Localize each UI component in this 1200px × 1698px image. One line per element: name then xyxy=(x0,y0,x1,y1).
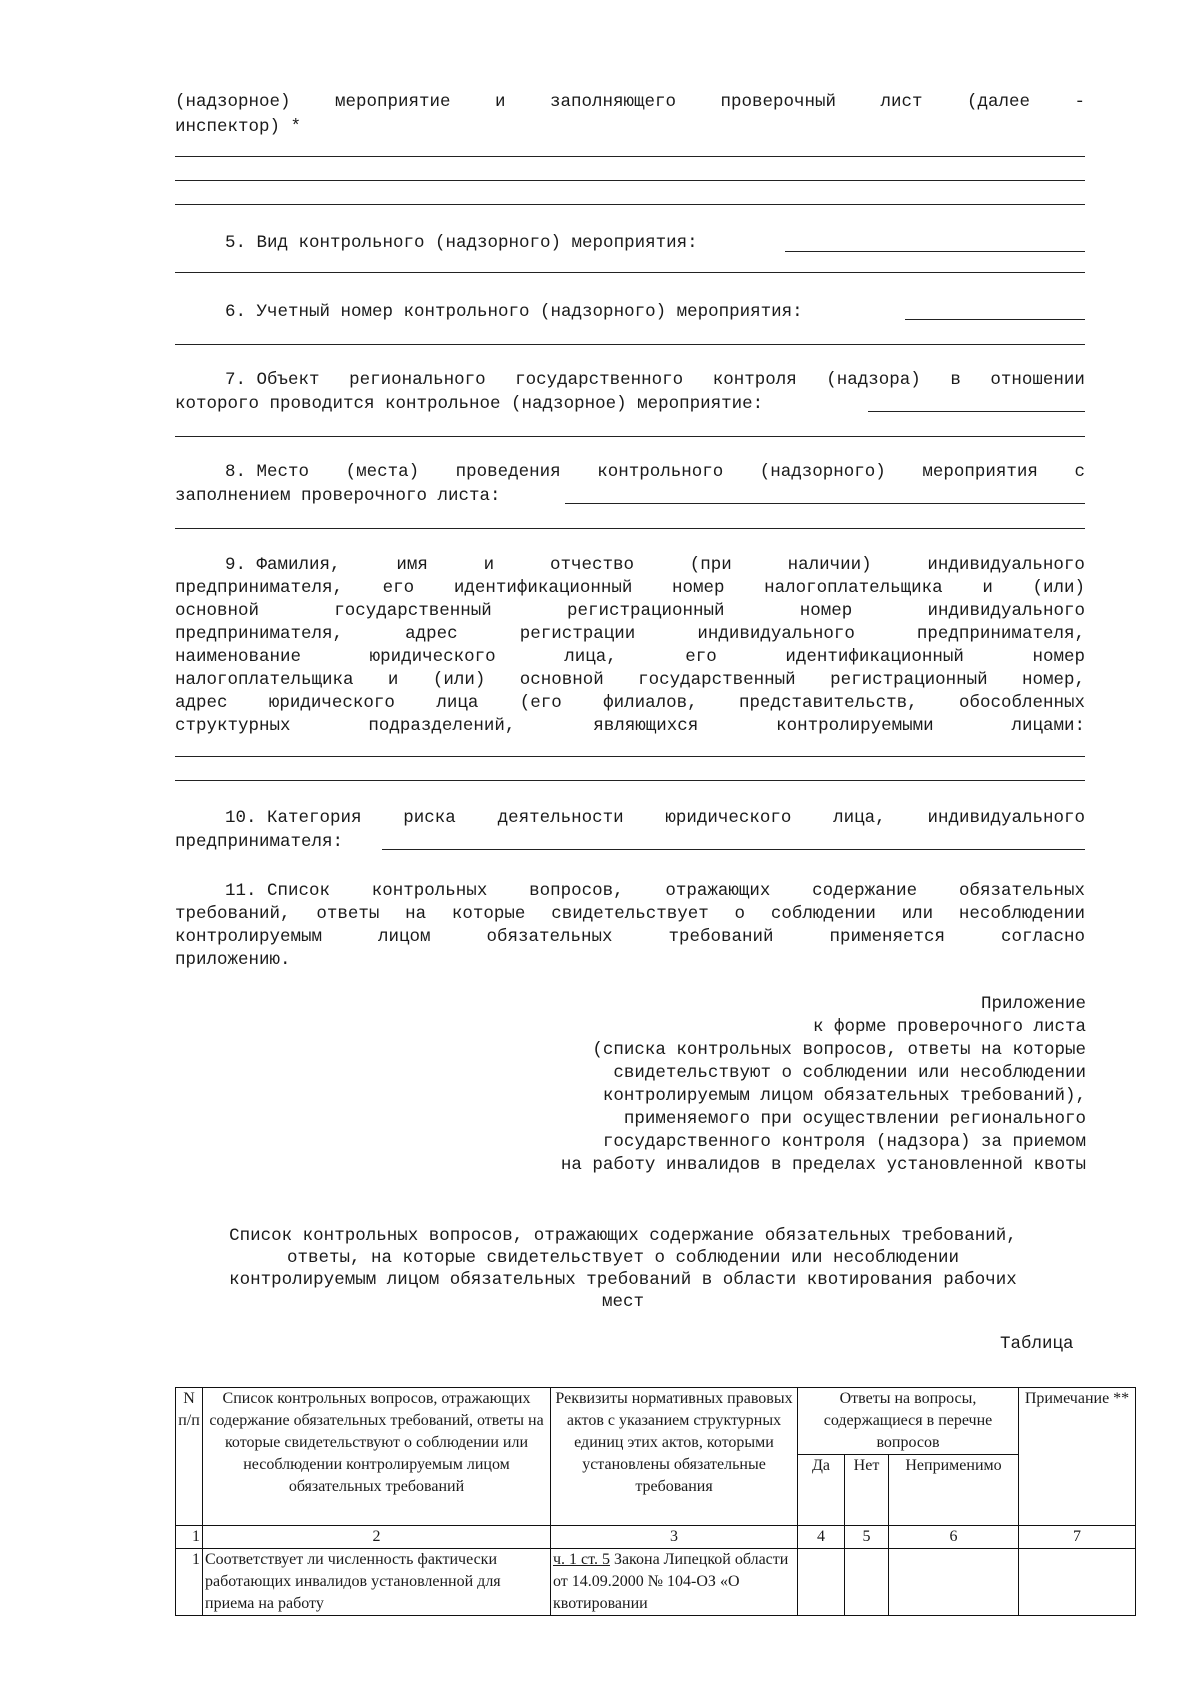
header-note: Примечание ** xyxy=(1019,1388,1136,1526)
text-line xyxy=(175,578,1085,598)
col-number: 1 xyxy=(176,1526,203,1549)
intro-line-2: инспектор) * xyxy=(175,117,302,137)
list-title-line: ответы, на которые свидетельствует о соблюдении или несоблюдении xyxy=(286,1248,960,1268)
blank-line xyxy=(175,204,1085,205)
word: 10. Категория xyxy=(225,808,362,828)
header-yes: Да xyxy=(798,1455,845,1526)
fill-line xyxy=(175,436,1085,437)
word: регионального xyxy=(349,370,486,390)
text-line xyxy=(225,555,1085,575)
word: основной xyxy=(175,601,260,621)
fill-line xyxy=(785,251,1085,252)
item-8-line-2: заполнением проверочного листа: xyxy=(175,486,501,506)
word: проверочный xyxy=(720,92,837,112)
word: имя xyxy=(396,555,428,575)
text-line xyxy=(175,693,1085,713)
appendix-line: на работу инвалидов в пределах установленной квоты xyxy=(560,1155,1086,1175)
word: обязательных xyxy=(486,927,613,947)
word: лица, xyxy=(564,647,617,667)
word: несоблюдении xyxy=(958,904,1085,924)
word: лица xyxy=(436,693,479,713)
word: государственный xyxy=(334,601,492,621)
law-reference-link[interactable]: ч. 1 ст. 5 xyxy=(553,1551,610,1568)
word: (надзорного) xyxy=(759,462,886,482)
word: 9. Фамилия, xyxy=(225,555,341,575)
fill-line xyxy=(175,344,1085,345)
text-line xyxy=(175,716,1085,736)
table-header-row xyxy=(176,1388,1136,1455)
word: индивидуального xyxy=(927,601,1085,621)
item-7-line-2: которого проводится контрольное (надзорное) мероприятие: xyxy=(175,394,764,414)
word: риска xyxy=(403,808,456,828)
word: (места) xyxy=(345,462,420,482)
word: контроля xyxy=(712,370,797,390)
law-reference-text: Закона Липецкой области от 14.09.2000 № 104-ОЗ «О квотировании xyxy=(553,1551,789,1612)
word: согласно xyxy=(1000,927,1085,947)
word: отчество xyxy=(549,555,634,575)
word: с xyxy=(1074,462,1085,482)
word: заполняющего xyxy=(549,92,677,112)
word: государственного xyxy=(515,370,684,390)
appendix-line: (списка контрольных вопросов, ответы на которые xyxy=(592,1040,1086,1060)
word: адрес xyxy=(405,624,458,644)
word: юридического xyxy=(369,647,496,667)
word: или xyxy=(901,904,934,924)
word: 11. Список xyxy=(225,881,331,901)
item-7-line-1 xyxy=(225,370,1085,390)
word: являющихся xyxy=(593,716,699,736)
word: адрес xyxy=(175,693,228,713)
word: - xyxy=(1074,92,1085,112)
word: контрольного xyxy=(597,462,724,482)
word: требований xyxy=(668,927,774,947)
intro-line-1 xyxy=(175,92,1085,112)
word: соблюдении xyxy=(770,904,876,924)
word: 8. Место xyxy=(225,462,310,482)
item-10-line-1 xyxy=(225,808,1085,828)
appendix-line: свидетельствуют о соблюдении или несоблюдении xyxy=(613,1063,1086,1083)
item-8-line-1 xyxy=(225,462,1085,482)
word: (надзора) xyxy=(826,370,921,390)
header-no: Нет xyxy=(845,1455,889,1526)
word: номер xyxy=(672,578,725,598)
word: предпринимателя, xyxy=(916,624,1085,644)
appendix-line: к форме проверочного листа xyxy=(812,1017,1086,1037)
list-title-line: контролируемым лицом обязательных требований в области квотирования рабочих xyxy=(229,1270,1017,1290)
word: требований, xyxy=(175,904,291,924)
word: лица, xyxy=(833,808,886,828)
word: лицами: xyxy=(1011,716,1085,736)
word: на xyxy=(405,904,427,924)
word: филиалов, xyxy=(603,693,698,713)
word: обязательных xyxy=(958,881,1085,901)
word: отношении xyxy=(990,370,1085,390)
word: регистрации xyxy=(519,624,636,644)
header-requisites: Реквизиты нормативных правовых актов с указанием структурных единиц этих актов, которыми установлены обязательные требования xyxy=(551,1388,798,1526)
table-row xyxy=(176,1549,1136,1616)
word: представительств, xyxy=(739,693,918,713)
word: основной xyxy=(519,670,604,690)
word: его xyxy=(685,647,717,667)
appendix-line: Приложение xyxy=(980,994,1086,1014)
col-number: 2 xyxy=(203,1526,551,1549)
word: и xyxy=(495,92,506,112)
word: предпринимателя, xyxy=(175,624,344,644)
word: юридического xyxy=(665,808,792,828)
table-label: Таблица xyxy=(1000,1334,1074,1354)
word: индивидуального xyxy=(697,624,855,644)
column-number-row xyxy=(176,1526,1136,1549)
header-na: Неприменимо xyxy=(889,1455,1019,1526)
word: (надзорное) xyxy=(175,92,291,112)
text-line xyxy=(175,601,1085,621)
word: которые xyxy=(451,904,526,924)
fill-line xyxy=(868,411,1085,412)
word: контрольных xyxy=(371,881,488,901)
fill-line xyxy=(175,272,1085,273)
appendix-line: применяемого при осуществлении регионального xyxy=(623,1109,1086,1129)
word: налогоплательщика xyxy=(764,578,943,598)
word: свидетельствует xyxy=(551,904,709,924)
appendix-header xyxy=(440,993,1086,1177)
word: номер xyxy=(799,601,853,621)
text-line xyxy=(225,881,1085,901)
text-line xyxy=(175,927,1085,947)
word: в xyxy=(950,370,961,390)
word: и xyxy=(483,555,495,575)
word: вопросов, xyxy=(529,881,624,901)
text-line xyxy=(175,904,1085,924)
word: наименование xyxy=(175,647,302,667)
fill-line xyxy=(565,503,1085,504)
word: (далее xyxy=(966,92,1030,112)
list-title xyxy=(160,1225,1086,1313)
header-questions: Список контрольных вопросов, отражающих содержание обязательных требований, ответы на которые свидетельствуют о соблюдении или несоблюдении контролируемым лицом обязательных требований xyxy=(203,1388,551,1526)
word: наличии) xyxy=(787,555,872,575)
word: структурных xyxy=(175,716,291,736)
col-number: 5 xyxy=(845,1526,889,1549)
item-11-last-line: приложению. xyxy=(175,950,291,970)
word: государственный xyxy=(638,670,796,690)
word: лицом xyxy=(378,927,431,947)
word: и xyxy=(387,670,399,690)
word: индивидуального xyxy=(927,808,1085,828)
word: (или) xyxy=(432,670,486,690)
answer-yes-cell[interactable] xyxy=(798,1549,845,1616)
blank-line xyxy=(175,156,1085,157)
header-answers: Ответы на вопросы, содержащиеся в перечне вопросов xyxy=(798,1388,1019,1455)
text-line xyxy=(175,647,1085,667)
word: подразделений, xyxy=(368,716,516,736)
fill-line xyxy=(905,319,1085,320)
word: и xyxy=(982,578,993,598)
word: ответы xyxy=(316,904,380,924)
word: юридического xyxy=(268,693,395,713)
word: налогоплательщика xyxy=(175,670,354,690)
fill-line xyxy=(382,849,1085,850)
blank-line xyxy=(175,180,1085,181)
word: отражающих xyxy=(665,881,771,901)
item-10-line-2: предпринимателя: xyxy=(175,832,344,852)
word: номер xyxy=(1032,647,1085,667)
appendix-line: государственного контроля (надзора) за приемом xyxy=(602,1132,1086,1152)
word: номер, xyxy=(1021,670,1085,690)
col-number: 3 xyxy=(551,1526,798,1549)
word: его xyxy=(382,578,415,598)
word: регистрационный xyxy=(566,601,725,621)
fill-line xyxy=(175,756,1085,757)
item-5-label: 5. Вид контрольного (надзорного) мероприятия: xyxy=(225,233,698,253)
header-num: N п/п xyxy=(176,1388,203,1526)
row-requisites xyxy=(551,1549,798,1616)
word: мероприятие xyxy=(335,92,451,112)
word: идентификационный xyxy=(453,578,633,598)
text-line xyxy=(175,670,1085,690)
row-question: Соответствует ли численность фактически работающих инвалидов установленной для приема на работу xyxy=(203,1549,551,1616)
word: индивидуального xyxy=(927,555,1085,575)
list-title-line: Список контрольных вопросов, отражающих содержание обязательных требований, xyxy=(229,1226,1017,1246)
word: идентификационный xyxy=(785,647,964,667)
col-number: 4 xyxy=(798,1526,845,1549)
text-line xyxy=(175,624,1085,644)
col-number: 6 xyxy=(889,1526,1019,1549)
word: мероприятия xyxy=(922,462,1038,482)
word: контролируемыми xyxy=(776,716,934,736)
appendix-line: контролируемым лицом обязательных требований), xyxy=(602,1086,1086,1106)
word: деятельности xyxy=(497,808,624,828)
word: обособленных xyxy=(958,693,1085,713)
word: содержание xyxy=(812,881,918,901)
word: (его xyxy=(519,693,562,713)
list-title-line: мест xyxy=(601,1292,644,1312)
note-cell[interactable] xyxy=(1019,1549,1136,1616)
word: контролируемым xyxy=(175,927,323,947)
word: регистрационный xyxy=(830,670,988,690)
word: о xyxy=(734,904,746,924)
word: лист xyxy=(880,92,923,112)
item-6-label: 6. Учетный номер контрольного (надзорного) мероприятия: xyxy=(225,302,803,322)
word: предпринимателя, xyxy=(175,578,344,598)
word: (при xyxy=(689,555,732,575)
fill-line xyxy=(175,528,1085,529)
row-num: 1 xyxy=(176,1549,203,1616)
word: проведения xyxy=(455,462,561,482)
col-number: 7 xyxy=(1019,1526,1136,1549)
word: применяется xyxy=(829,927,946,947)
answer-na-cell[interactable] xyxy=(889,1549,1019,1616)
requirements-table xyxy=(175,1387,1136,1616)
word: 7. Объект xyxy=(225,370,320,390)
answer-no-cell[interactable] xyxy=(845,1549,889,1616)
fill-line xyxy=(175,780,1085,781)
word: (или) xyxy=(1032,578,1085,598)
